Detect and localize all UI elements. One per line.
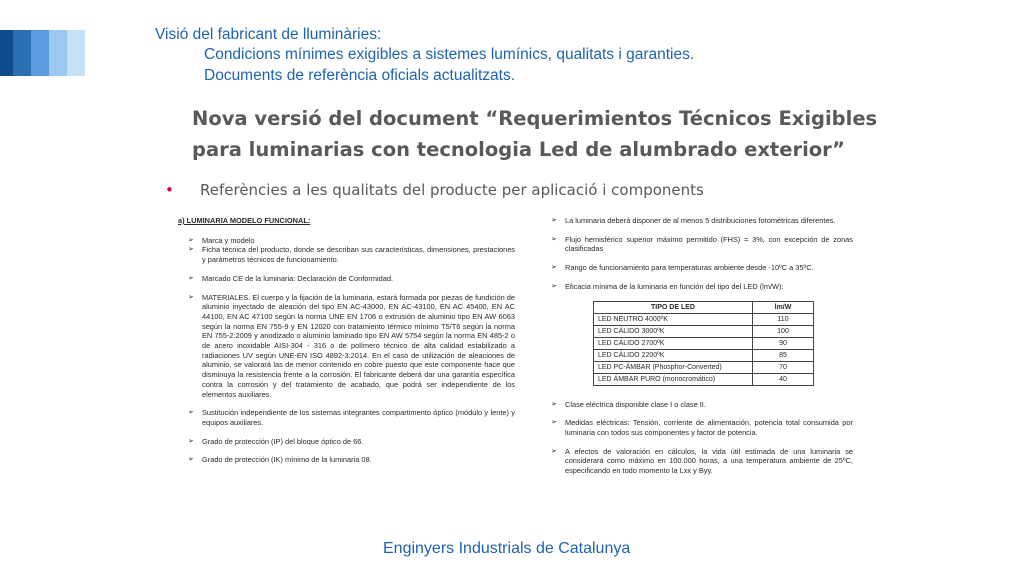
table-cell-led-type: LED PC-ÁMBAR (Phosphor-Converted): [594, 361, 753, 373]
document-list-item-text: A efectos de valoración en cálculos, la vida útil estimada de una luminaria se considerará como máximo en 100.000 horas, a una temperatura ambiente de 25ºC, especificando en todo momento la Lxx y Byy.: [565, 446, 853, 476]
stripe-4: [49, 30, 67, 76]
table-cell-led-type: LED CÁLIDO 2200ºK: [594, 349, 753, 361]
table-header-led-type: TIPO DE LED: [594, 301, 753, 313]
bullet-text: Referències a les qualitats del producte per aplicació i components: [200, 181, 704, 199]
right-item-list-top: [541, 216, 853, 292]
footer-organization: Enginyers Industrials de Catalunya: [383, 540, 631, 557]
left-item-list: [178, 236, 515, 465]
arrow-bullet-icon: ➢: [188, 409, 194, 417]
section-heading: a) LUMINARIA MODELO FUNCIONAL:: [178, 216, 311, 225]
table-row: [594, 313, 814, 325]
right-item-list-bottom: [541, 400, 853, 476]
document-left-column: [178, 216, 515, 474]
table-cell-lmw: 90: [753, 337, 814, 349]
document-list-item: [541, 263, 853, 273]
arrow-bullet-icon: ➢: [551, 235, 557, 243]
bullet-point: [165, 181, 704, 199]
document-list-item: [541, 400, 853, 410]
table-cell-lmw: 85: [753, 349, 814, 361]
arrow-bullet-icon: ➢: [188, 274, 194, 282]
table-cell-lmw: 40: [753, 373, 814, 385]
decorative-stripes: [0, 30, 85, 76]
document-list-item: [541, 447, 853, 476]
bullet-icon: •: [165, 181, 174, 199]
document-list-item: [541, 216, 853, 226]
slide-title: Nova versió del document “Requerimientos Técnicos Exigibles para luminarias con tecnologia Led de alumbrado exterior”: [192, 107, 878, 161]
document-list-item: [178, 236, 515, 246]
document-list-item: [178, 245, 515, 264]
table-header-lmw: lm/W: [753, 301, 814, 313]
table-row: [594, 349, 814, 361]
table-cell-lmw: 110: [753, 313, 814, 325]
table-row: [594, 325, 814, 337]
arrow-bullet-icon: ➢: [188, 456, 194, 464]
document-list-item: [541, 282, 853, 292]
document-list-item: [541, 235, 853, 254]
document-list-item-text: Ficha técnica del producto, donde se describan sus características, dimensiones, prestaciones y parámetros técnicos de funcionamiento.: [202, 245, 515, 265]
document-list-item-text: Eficacia mínima de la luminaria en función del tipo del LED (lm/W):: [565, 281, 784, 291]
document-list-item: [178, 408, 515, 427]
stripe-5: [67, 30, 85, 76]
arrow-bullet-icon: ➢: [188, 437, 194, 445]
stripe-3: [31, 30, 49, 76]
arrow-bullet-icon: ➢: [551, 282, 557, 290]
led-efficacy-table: [593, 301, 814, 386]
document-list-item-text: Grado de protección (IK) mínimo de la luminaria 08.: [202, 455, 372, 465]
table-cell-led-type: LED CÁLIDO 2700ºK: [594, 337, 753, 349]
arrow-bullet-icon: ➢: [551, 400, 557, 408]
header-line-1: Visió del fabricant de lluminàries:: [155, 26, 382, 43]
document-list-item-text: Sustitución independiente de los sistemas integrantes compartimento óptico (módulo y lente) y equipos auxiliares.: [202, 408, 515, 427]
table-row: [594, 373, 814, 385]
document-list-item-text: Marca y modelo: [202, 235, 255, 245]
header-line-2: Condicions mínimes exigibles a sistemes lumínics, qualitats i garanties.: [204, 46, 695, 63]
table-cell-lmw: 100: [753, 325, 814, 337]
table-row: [594, 361, 814, 373]
document-list-item-text: Clase eléctrica disponible clase I o clase II.: [565, 399, 706, 409]
document-list-item-text: Marcado CE de la luminaria: Declaración de Conformidad.: [202, 273, 394, 283]
document-list-item-text: La luminaria deberá disponer de al menos 5 distribuciones fotométricas diferentes.: [565, 216, 836, 225]
document-right-column: [541, 216, 853, 485]
arrow-bullet-icon: ➢: [188, 293, 194, 301]
header-line-3: Documents de referència oficials actualitzats.: [204, 67, 516, 84]
table-cell-lmw: 70: [753, 361, 814, 373]
arrow-bullet-icon: ➢: [551, 447, 557, 455]
document-list-item-text: MATERIALES. El cuerpo y la fijación de la luminaria, estará formada por piezas de fundición de aluminio inyectado de aleación del tipo EN AC-43000, EN AC-43100, EN AC 45400, EN AC 44100, EN AC 47100 según la norma UNE EN 1706 o extrusión de aluminio tipo EN AW 6063 según la norma EN 755-9 y EN 12020 con tratamiento térmico mínimo T5/T6 según la norma EN 755-2:2009 y anodizado o aluminio laminado tipo EN AW 5754 según la norma EN 485-2 o de acero inoxidable AISI-304 - 316 o de polímero técnico de alta calidad estabilizado a radiaciones UV según UNE-EN ISO 4892-3:2014. En el caso de utilización de aleaciones de aluminio, se valorará las de menor contenido en cobre puesto que este componente hace que disminuya la resistencia frente a la corrosión. El fabricante deberá dar una garantía específica contra la corrosión y del tratamiento de acabado, que podrá ser independiente de los elementos auxiliares.: [202, 292, 515, 399]
document-list-item: [178, 293, 515, 400]
table-row: [594, 337, 814, 349]
table-cell-led-type: LED NEUTRO 4000ºK: [594, 313, 753, 325]
document-excerpt: [170, 212, 860, 542]
arrow-bullet-icon: ➢: [551, 419, 557, 427]
document-list-item: [178, 437, 515, 447]
stripe-1: [0, 30, 13, 76]
table-cell-led-type: LED CÁLIDO 3000ºK: [594, 325, 753, 337]
table-cell-led-type: LED ÁMBAR PURO (monocromático): [594, 373, 753, 385]
document-list-item: [541, 418, 853, 437]
arrow-bullet-icon: ➢: [188, 246, 194, 254]
document-list-item-text: Flujo hemisférico superior máximo permitido (FHS) = 3%, con excepción de zonas clasificadas: [565, 234, 853, 254]
document-list-item-text: Grado de protección (IP) del bloque óptico de 66.: [202, 436, 364, 446]
arrow-bullet-icon: ➢: [551, 264, 557, 272]
arrow-bullet-icon: ➢: [551, 217, 557, 224]
stripe-2: [13, 30, 31, 76]
document-list-item: [178, 455, 515, 465]
document-list-item: [178, 274, 515, 284]
document-list-item-text: Rango de funcionamiento para temperaturas ambiente desde -10ºC a 35ºC.: [565, 263, 814, 273]
arrow-bullet-icon: ➢: [188, 236, 194, 244]
document-list-item-text: Medidas eléctricas: Tensión, corriente de alimentación, potencia total consumida por luminaria con todos sus componentes y factor de potencia.: [565, 418, 853, 437]
